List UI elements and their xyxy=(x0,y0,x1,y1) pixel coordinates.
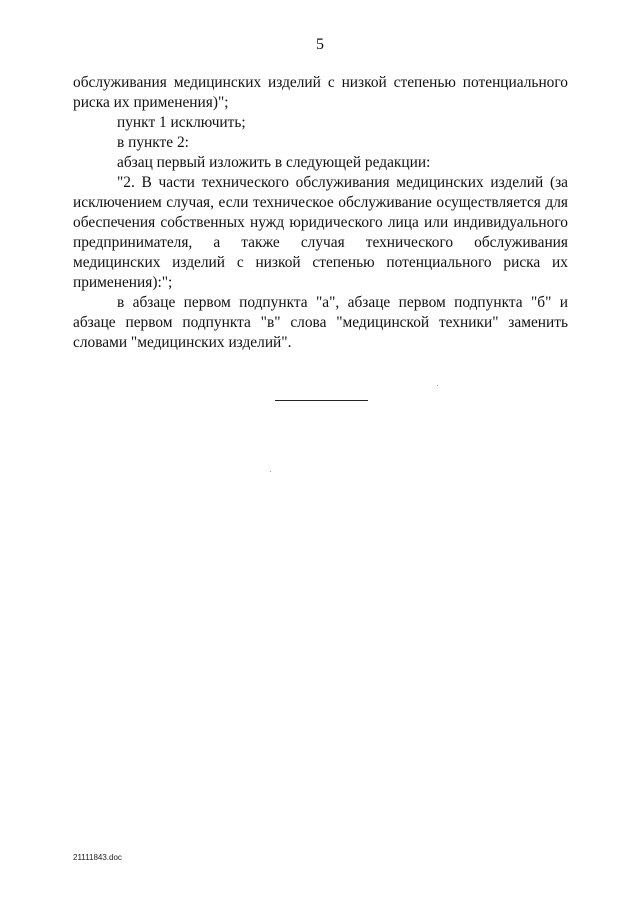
scan-speck xyxy=(437,385,438,386)
scan-speck xyxy=(270,471,271,472)
page-number: 5 xyxy=(316,36,324,53)
paragraph-item-2-heading: в пункте 2: xyxy=(117,134,189,151)
paragraph-continuation: обслуживания медицинских изделий с низкой степенью потенциального риска их применения)"; xyxy=(73,74,568,111)
footer-file-name: 21111843.doc xyxy=(73,853,122,862)
end-divider xyxy=(275,400,368,401)
paragraph-new-wording: "2. В части технического обслуживания медицинских изделий (за исключением случая, если техническое обслуживание осуществляется для обеспечения собственных нужд юридического лица или индивидуального предпринимателя, а также случая технического обслуживания медицинских изделий с низкой степенью потенциального риска их применения):"; xyxy=(73,174,568,291)
paragraph-delete-item-1: пункт 1 исключить; xyxy=(117,114,246,131)
paragraph-restate-instruction: абзац первый изложить в следующей редакции: xyxy=(117,154,431,171)
paragraph-replace-terms: в абзаце первом подпункта "а", абзаце первом подпункта "б" и абзаце первом подпункта "в" слова "медицинской техники" заменить словами "медицинских изделий". xyxy=(73,294,568,351)
document-body xyxy=(73,73,568,353)
